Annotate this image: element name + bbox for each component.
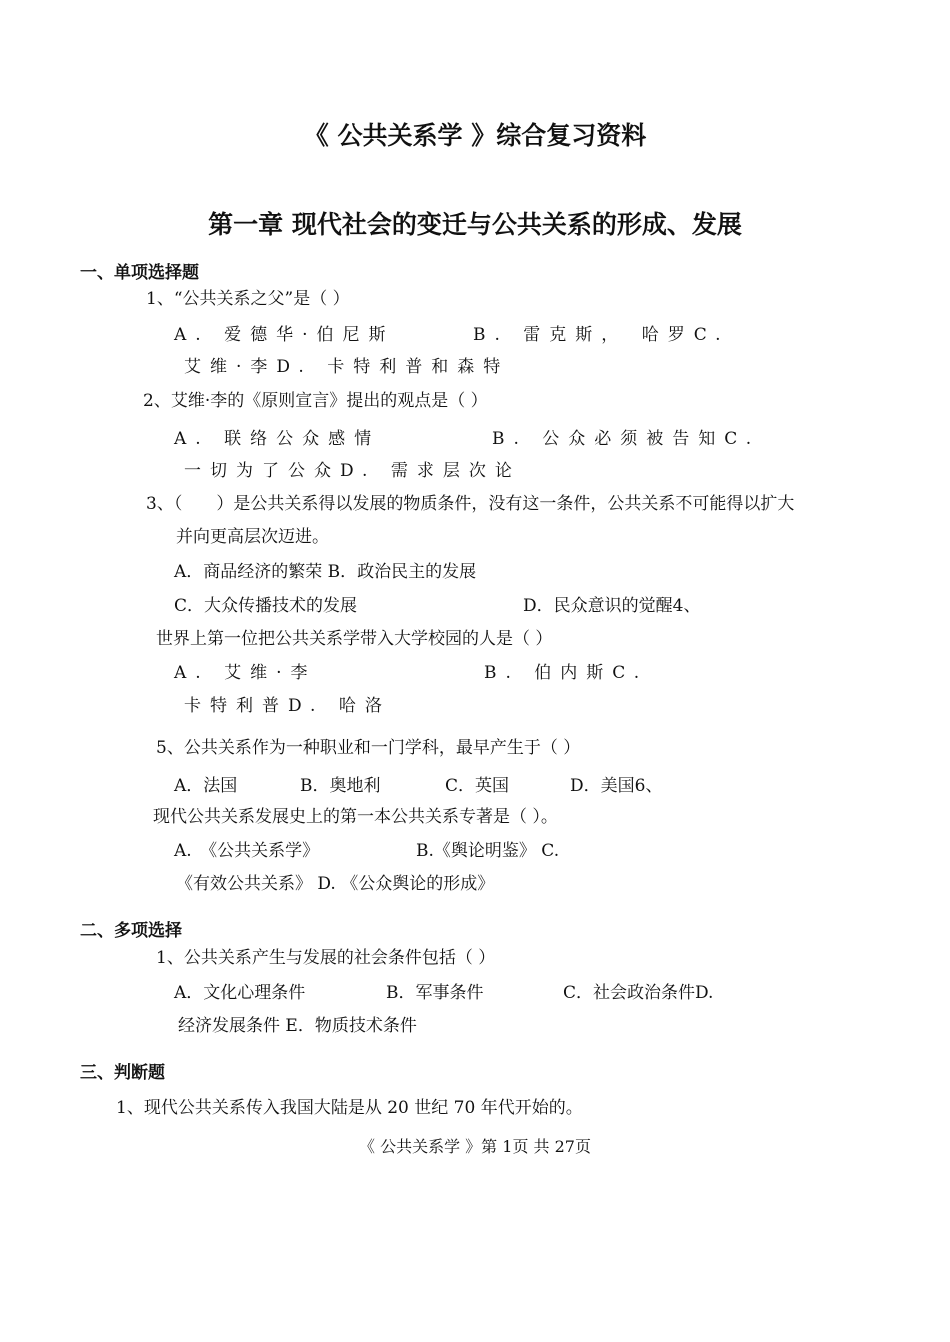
option-d: D．美国6、 xyxy=(570,776,663,796)
option-b: B．奥地利 xyxy=(300,776,381,796)
question-options: 一切为了公众D. 需求层次论 xyxy=(184,461,521,481)
question-options: B. 雷克斯， 哈罗C. xyxy=(473,325,730,345)
question-options: A．商品经济的繁荣 B．政治民主的发展 xyxy=(174,562,477,582)
question-options: 经济发展条件 E．物质技术条件 xyxy=(178,1016,417,1036)
question-options: 卡特利普D. 哈洛 xyxy=(184,696,391,716)
question-stem: 5、公共关系作为一种职业和一门学科，最早产生于（ ） xyxy=(156,738,581,758)
question-options: 艾维·李D. 卡特利普和森特 xyxy=(184,357,510,377)
question-options: 《有效公共关系》 D. 《公众舆论的形成》 xyxy=(176,874,495,894)
section-heading-multiple-choice: 二、多项选择 xyxy=(80,921,182,941)
question-options: A. 联络公众感情 xyxy=(174,429,381,449)
question-options: B. 伯内斯C. xyxy=(484,663,649,683)
question-stem: 1、“公共关系之父”是（ ） xyxy=(146,289,350,309)
judgement-item: 1、现代公共关系传入我国大陆是从 20 世纪 70 年代开始的。 xyxy=(116,1098,583,1118)
question-options: B.《舆论明鉴》 C. xyxy=(416,841,560,861)
question-stem: 1、公共关系产生与发展的社会条件包括（ ） xyxy=(156,948,496,968)
question-stem: 2、艾维·李的《原则宣言》提出的观点是（ ） xyxy=(143,391,488,411)
question-stem: 3、（ ）是公共关系得以发展的物质条件，没有这一条件，公共关系不可能得以扩大 xyxy=(146,494,795,514)
question-options: C．大众传播技术的发展 xyxy=(174,596,358,616)
question-options: A. 《公共关系学》 xyxy=(174,841,320,861)
question-stem: 世界上第一位把公共关系学带入大学校园的人是（ ） xyxy=(156,629,553,649)
option-c: C．社会政治条件D. xyxy=(563,983,714,1003)
section-heading-true-false: 三、判断题 xyxy=(80,1063,165,1083)
question-options: D．民众意识的觉醒4、 xyxy=(523,596,701,616)
option-a: A．文化心理条件 xyxy=(174,983,306,1003)
section-heading-single-choice: 一、单项选择题 xyxy=(80,263,199,283)
option-b: B．军事条件 xyxy=(386,983,484,1003)
question-stem: 现代公共关系发展史上的第一本公共关系专著是（ ）。 xyxy=(153,807,558,827)
question-stem: 并向更高层次迈进。 xyxy=(176,527,329,547)
option-a: A．法国 xyxy=(174,776,238,796)
page-footer: 《 公共关系学 》第 1页 共 27页 xyxy=(359,1137,591,1156)
chapter-heading: 第一章 现代社会的变迁与公共关系的形成、发展 xyxy=(208,210,742,239)
option-c: C．英国 xyxy=(445,776,510,796)
question-options: A. 爱德华·伯尼斯 xyxy=(174,325,395,345)
question-options: B. 公众必须被告知C. xyxy=(492,429,761,449)
question-options: A. 艾维·李 xyxy=(174,663,317,683)
document-title: 《 公共关系学 》综合复习资料 xyxy=(303,121,647,150)
